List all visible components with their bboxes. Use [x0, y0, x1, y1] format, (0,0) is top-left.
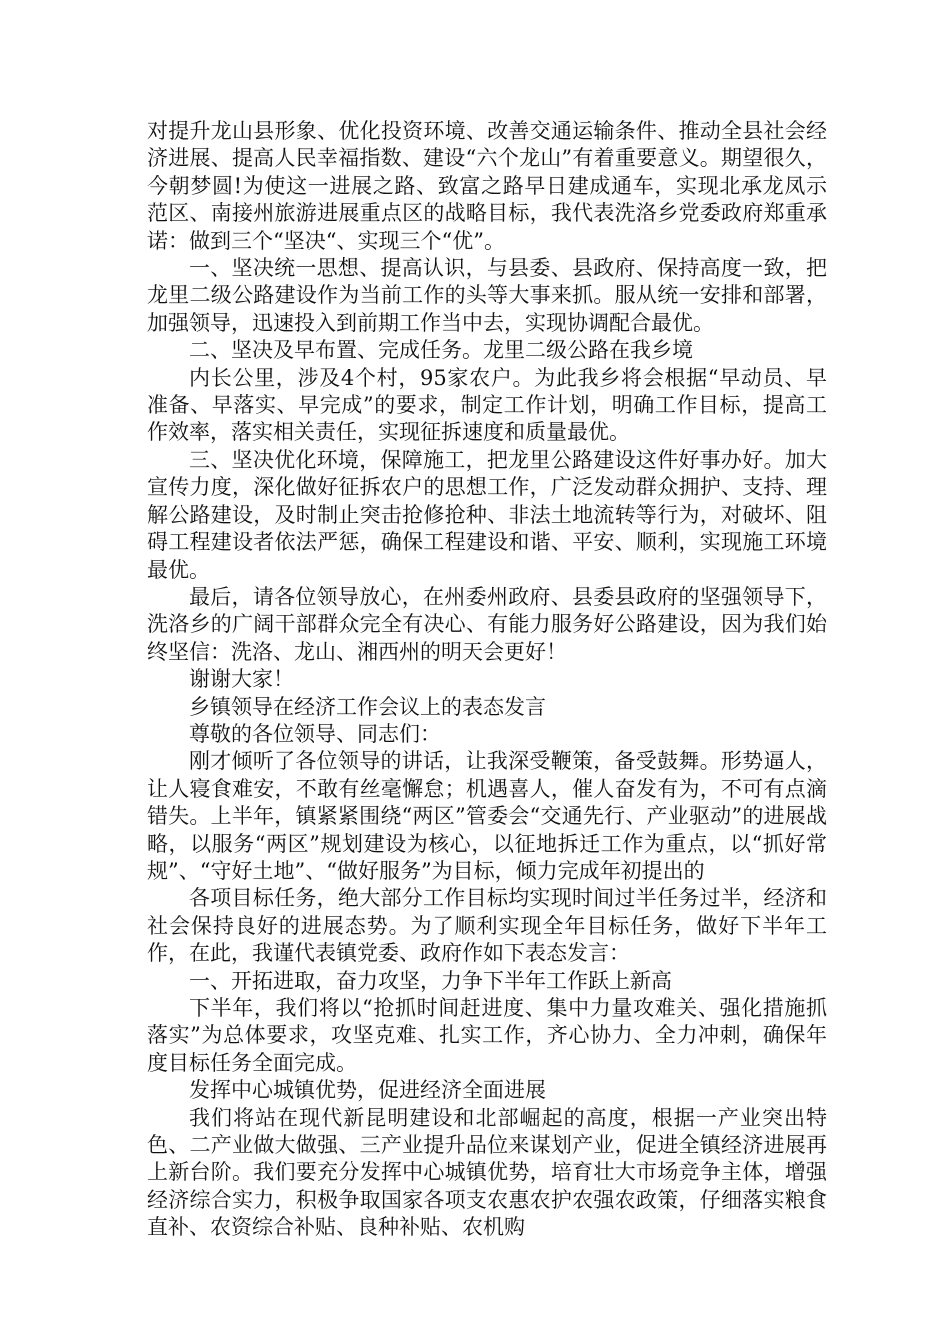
- paragraph-commitment-2-detail: 内长公里，涉及4个村，95家农户。为此我乡将会根据“早动员、早准备、早落实、早完成”的要求，制定工作计划，明确工作目标，提高工作效率，落实相关责任，实现征拆速度和质量最优。: [147, 365, 827, 445]
- paragraph-commitment-3: 三、坚决优化环境，保障施工，把龙里公路建设这件好事办好。加大宣传力度，深化做好征拆农户的思想工作，广泛发动群众拥护、支持、理解公路建设，及时制止突击抢修抢种、非法土地流转等行为，对破坏、阻碍工程建设者依法严惩，确保工程建设和谐、平安、顺利，实现施工环境最优。: [147, 447, 827, 582]
- salutation: 尊敬的各位领导、同志们：: [189, 721, 441, 746]
- paragraph-second-half: 下半年，我们将以“抢抓时间赶进度、集中力量攻难关、强化措施抓落实”为总体要求，攻坚克难、扎实工作，齐心协力、全力冲刺，确保年度目标任务全面完成。: [147, 996, 827, 1075]
- paragraph-commitment-1: 一、坚决统一思想、提高认识，与县委、县政府、保持高度一致，把龙里二级公路建设作为当前工作的头等大事来抓。服从统一安排和部署，加强领导，迅速投入到前期工作当中去，实现协调配合最优。: [147, 256, 827, 335]
- paragraph-economy: 我们将站在现代新昆明建设和北部崛起的高度，根据一产业突出特色、二产业做大做强、三产业提升品位来谋划产业，促进全镇经济进展再上新台阶。我们要充分发挥中心城镇优势，培育壮大市场竞争主体，增强经济综合实力，积极争取国家各项支农惠农护农强农政策，仔细落实粮食直补、农资综合补贴、良种补贴、农机购: [147, 1105, 827, 1240]
- paragraph-thanks: 谢谢大家！: [189, 667, 294, 692]
- document-body: [147, 118, 827, 1242]
- paragraph-opening: 刚才倾听了各位领导的讲话，让我深受鞭策，备受鼓舞。形势逼人，让人寝食难安，不敢有丝毫懈怠；机遇喜人，催人奋发有为，不可有点滴错失。上半年，镇紧紧围绕“两区”管委会“交通先行、产业驱动”的进展战略，以服务“两区”规划建设为核心，以征地拆迁工作为重点，以“抓好常规”、“守好土地”、“做好服务”为目标，倾力完成年初提出的: [147, 749, 827, 883]
- paragraph-closing: 最后，请各位领导放心，在州委州政府、县委县政府的坚强领导下，洗洛乡的广阔干部群众完全有决心、有能力服务好公路建设，因为我们始终坚信：洗洛、龙山、湘西州的明天会更好！: [147, 584, 827, 664]
- paragraph-intro: 对提升龙山县形象、优化投资环境、改善交通运输条件、推动全县社会经济进展、提高人民幸福指数、建设“六个龙山”有着重要意义。期望很久，今朝梦圆!为使这一进展之路、致富之路早日建成通车，实现北承龙凤示范区、南接州旅游进展重点区的战略目标，我代表洗洛乡党委政府郑重承诺：做到三个“坚决“、实现三个“优”。: [147, 119, 827, 253]
- paragraph-progress: 各项目标任务，绝大部分工作目标均实现时间过半任务过半，经济和社会保持良好的进展态势。为了顺利实现全年目标任务，做好下半年工作，在此，我谨代表镇党委、政府作如下表态发言：: [147, 886, 827, 966]
- subheading-center-town: 发挥中心城镇优势，促进经济全面进展: [189, 1078, 546, 1103]
- section-title: 乡镇领导在经济工作会议上的表态发言: [189, 694, 546, 719]
- paragraph-commitment-2: 二、坚决及早布置、完成任务。龙里二级公路在我乡境: [189, 338, 693, 363]
- heading-point-1: 一、开拓进取，奋力攻坚，力争下半年工作跃上新高: [189, 968, 672, 993]
